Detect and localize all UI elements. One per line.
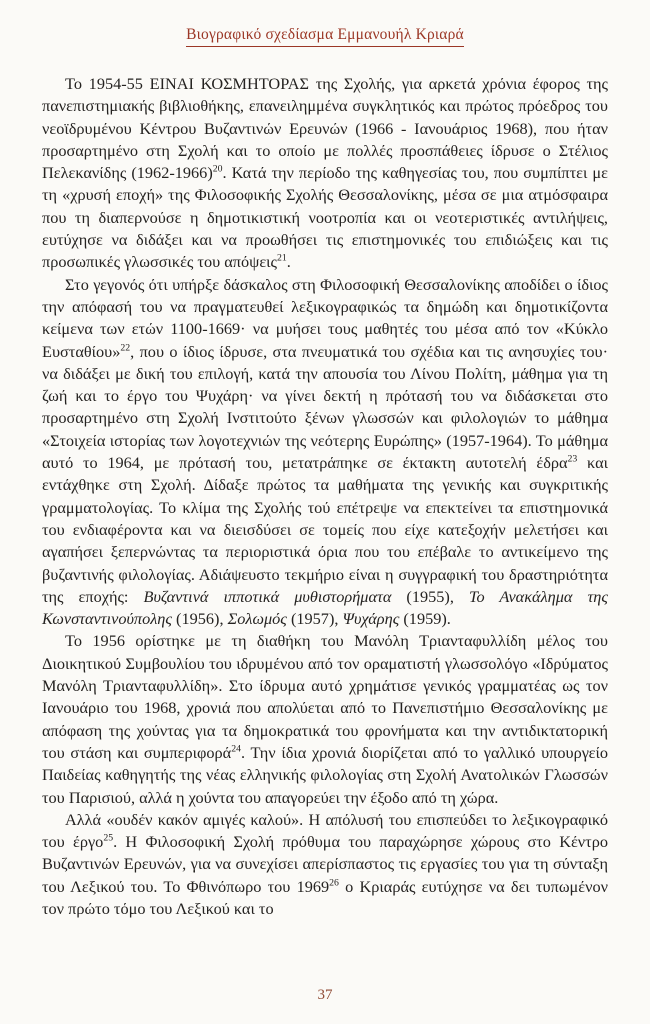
paragraph: Στο γεγονός ότι υπήρξε δάσκαλος στη Φιλοσοφική Θεσσαλονίκης αποδίδει ο ίδιος την απόφασή του να πραγματευθεί λεξικογραφικώς τα δημώδη και δημοτικίζοντα κείμενα των ετών 1100-1669· να μυήσει τους μαθητές του μέσα από τον «Κύκλο Ευσταθίου»$^{22}$, που ο ίδιος ίδρυσε, στα πνευματικά του σχέδια και τις ανησυχίες του· να διδάξει με δική του επιλογή, κατά την απουσία του Λίνου Πολίτη, μάθημα για τη ζωή και το έργο του Ψυχάρη· να γίνει δεκτή η πρότασή του να διδάσκεται στο προσαρτημένο στη Σχολή Ινστιτούτο ξένων γλωσσών και φιλολογιών το μάθημα «Στοιχεία ιστορίας των λογοτεχνιών της νεότερης Ευρώπης» (1957-1964). Το μάθημα αυτό το 1964, με πρότασή του, μετατράπηκε σε έκτακτη αυτοτελή έδρα$^{23}$ και εντάχθηκε στη Σχολή. Δίδαξε πρώτος τα μαθήματα της γενικής και συγκριτικής γραμματολογίας. Το κλίμα της Σχολής τού επέτρεψε να επεκτείνει τα επιστημονικά του ενδιαφέροντα και να διεισδύσει σε τομείς που είχε κατεξοχήν μελετήσει και αγαπήσει ξεπερνώντας τα περιοριστικά όρια που του επέβαλε το αντικείμενο της βυζαντινής φιλολογίας. Αδιάψευστο τεκμήριο είναι η συγγραφική του δραστηριότητα της εποχής: Βυζαντινά ιπποτικά μυθιστορήματα (1955), Το Ανακάλημα της Κωνσταντινούπολης (1956), Σολωμός (1957), Ψυχάρης (1959).: [42, 274, 608, 629]
book-title: Σολωμός: [227, 609, 287, 629]
footnote-ref: 20: [212, 163, 223, 175]
footnote-ref: 23: [567, 453, 578, 465]
footnote-ref: 21: [277, 252, 287, 264]
page-body: [42, 73, 608, 920]
paragraph: Αλλά «ουδέν κακόν αμιγές καλού». Η απόλυσή του επισπεύδει το λεξικογραφικό του έργο$^{25}$. Η Φιλοσοφική Σχολή πρόθυμα του παραχώρησε χώρους στο Κέντρο Βυζαντινών Ερευνών, για να συνεχίσει απερίσπαστος τις εργασίες του για τη σύνταξη του Λεξικού του. Το Φθινόπωρο του 1969$^{26}$ ο Κριαράς ευτύχησε να δει τυπωμένον τον πρώτο τόμο του Λεξικού και το: [42, 809, 608, 918]
footnote-ref: 25: [103, 832, 114, 844]
page-footer: [0, 987, 650, 1004]
running-title: Βιογραφικό σχεδίασμα Εμμανουήλ Κριαρά: [186, 26, 464, 47]
book-title: Το Ανακάλημα της Κωνσταντινούπολης: [42, 586, 608, 629]
footnote-ref: 24: [231, 743, 241, 755]
page-header: [42, 26, 608, 47]
footnote-ref: 26: [329, 877, 339, 889]
footnote-ref: 22: [120, 342, 131, 354]
book-title: Ψυχάρης: [342, 609, 400, 629]
book-title: Βυζαντινά ιπποτικά μυθιστορήματα: [143, 586, 392, 606]
paragraph: Το 1954-55 ΕΙΝΑΙ ΚΟΣΜΗΤΟΡΑΣ της Σχολής, για αρκετά χρόνια έφορος της πανεπιστημιακής βιβλιοθήκης, επανειλημμένα συγκλητικός και πρώτος πρόεδρος του νεοϊδρυμένου Κέντρου Βυζαντινών Ερευνών (1966 - Ιανουάριος 1968), που ήταν προσαρτημένο στη Σχολή και το οποίο με πολλές προσπάθειες ίδρυσε ο Στέλιος Πελεκανίδης (1962-1966)$^{20}$. Κατά την περίοδο της καθηγεσίας του, που συμπίπτει με τη «χρυσή εποχή» της Φιλοσοφικής Σχολής Θεσσαλονίκης, μέσα σε μια ατμόσφαιρα που τη διαπερνούσε η δημοτικιστική νοοτροπία και οι νεοτεριστικές αντιλήψεις, ευτύχησε να διδάξει και να προωθήσει τις επιστημονικές του επιδιώξεις και τις προσωπικές γλωσσικές του απόψεις$^{21}$.: [42, 74, 608, 272]
paragraph: Το 1956 ορίστηκε με τη διαθήκη του Μανόλη Τριανταφυλλίδη μέλος του Διοικητικού Συμβουλίου του ιδρυμένου από τον οραματιστή γλωσσολόγο «Ιδρύματος Μανόλη Τριανταφυλλίδη». Στο ίδρυμα αυτό χρημάτισε γενικός γραμματέας ως τον Ιανουάριο του 1968, χρονιά που απολύεται από το Πανεπιστήμιο Θεσσαλονίκης με απόφαση της χούντας για τα δημοκρατικά του φρονήματα και την αντιδικτατορική του στάση και συμπεριφορά$^{24}$. Την ίδια χρονιά διορίζεται από το γαλλικό υπουργείο Παιδείας καθηγητής της νέας ελληνικής φιλολογίας στη Σχολή Ανατολικών Γλωσσών του Παρισιού, αλλά η χούντα του απαγορεύει την έξοδο από τη χώρα.: [42, 631, 608, 807]
page-number: 37: [317, 987, 333, 1003]
